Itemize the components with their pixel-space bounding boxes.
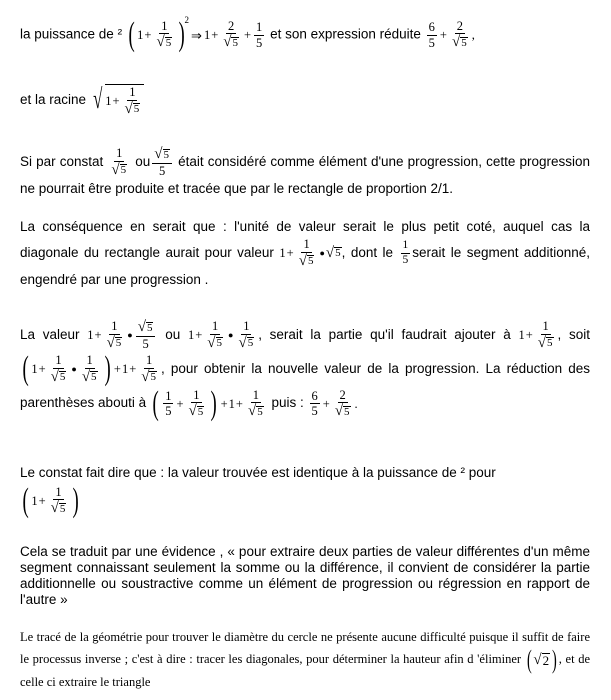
paragraph-1 xyxy=(20,14,590,53)
paragraph-5: La valeur 1 + 1 √ 5 ● √ 5 5 ou 1 + 1 √ 5 ● 1 √ 5 , serait la partie qu'il faudrait ajouter à 1 + 1 √ 5 , soit ( 1 + 1 √ 5 ● 1 √ 5 ) + 1 + 1 √ 5 , pour obtenir la nouvelle valeur de la progression. La réduction des parenthèses abouti à ( 1 5 + 1 √ 5 ) + 1 + 1 √ 5 puis : 6 5 + 2 √ 5 . xyxy=(20,319,590,422)
paragraph-3: Si par constat 1 √ 5 ou √ 5 5 était considéré comme élément d'une progression, cette progression ne pourrait être produite et tracée que par le rectangle de proportion 2/1. xyxy=(20,146,590,196)
formula-root5-over-5: √ 5 5 xyxy=(150,147,174,178)
paragraph-4: La conséquence en serait que : l'unité de valeur serait le plus petit coté, auquel cas la diagonale du rectangle aurait pour valeur 1 + 1 √ 5 ● √ 5 , dont le 1 5 serait le segment additionné, engendré par une progression . xyxy=(20,219,590,287)
formula-base: ( 1 + 1 √ 5 ) xyxy=(22,482,80,519)
text: et la racine xyxy=(20,91,87,107)
formula-root: √ 1 + 1 √ 5 xyxy=(90,84,144,117)
formula-reduction: ( 1 5 + 1 √ 5 ) + 1 + 1 √ 5 xyxy=(152,384,263,422)
text: et son expression réduite xyxy=(270,26,421,42)
formula-result: 6 5 + 2 √ 5 . xyxy=(311,387,358,420)
paragraph-6: Le constat fait dire que : la valeur trouvée est identique à la puissance de ² pour ( 1 + 1 √ 5 ) xyxy=(20,465,496,519)
paragraph-7: Cela se traduit par une évidence , « pour extraire deux parties de valeur différentes d'un même segment connaissant seulement la somme ou la différence, il convient de considérer la partie additionnelle ou soustractive comme un élément de progression ou régression en rapport de l'autre » xyxy=(20,544,590,607)
formula-power: ( 1 + 1 √ 5 ) 2 ⇒ 1 + 2 √ 5 + $\frac{1}{5}$ xyxy=(128,14,263,53)
formula-root2: ( √ 2 ) xyxy=(526,645,557,674)
formula-reduced: 6 5 + 2 √ 5 , xyxy=(428,18,475,51)
formula-diagonal: 1 + 1 √ 5 ● √ 5 xyxy=(279,237,341,269)
formula-add: 1 + 1 √ 5 xyxy=(518,319,553,351)
formula-1-over-5: 1 5 xyxy=(402,239,409,266)
text: la puissance de ² xyxy=(20,26,123,42)
formula-soit: ( 1 + 1 √ 5 ● 1 √ 5 ) + 1 + 1 √ 5 xyxy=(22,350,156,388)
formula-1-over-root5: 1 √ 5 xyxy=(111,146,127,178)
formula-value-a: 1 + 1 √ 5 ● √ 5 5 xyxy=(87,320,157,351)
paragraph-8: Le tracé de la géométrie pour trouver le diamètre du cercle ne présente aucune difficulté puisque il suffit de faire le processus inverse ; c'est à dire : tracer les diagonales, pour déterminer la hauteur afin d 'éliminer ( √ 2 ) , et de celle ci extraire le triangle xyxy=(20,630,590,689)
formula-value-b: 1 + 1 √ 5 ● 1 √ 5 xyxy=(187,319,254,351)
paragraph-2 xyxy=(20,84,590,117)
